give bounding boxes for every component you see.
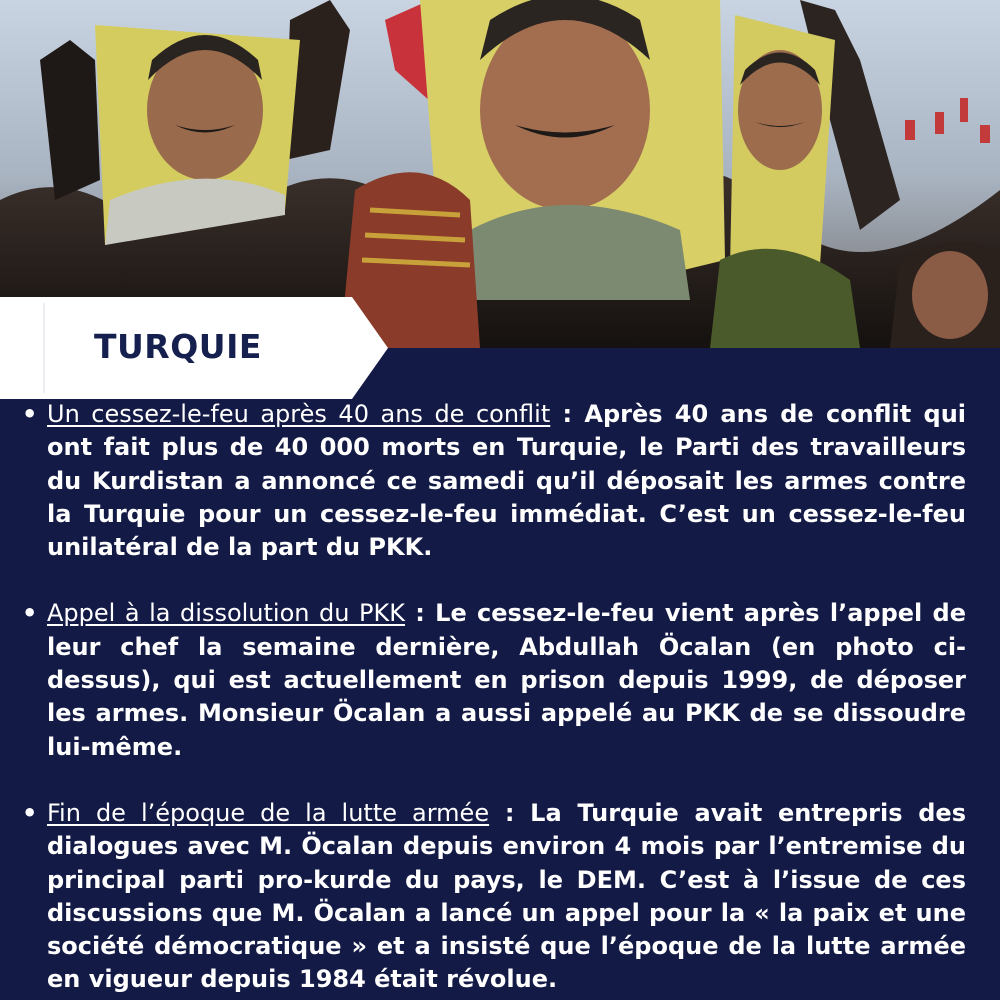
bullet-icon: • <box>22 599 38 628</box>
item-body: Après 40 ans de conflit qui ont fait plus de 40 000 morts en Turquie, le Parti des travailleurs du Kurdistan a annoncé ce samedi qu’il déposait les armes contre la Turquie pour un cessez-le-feu immédiat. C’est un cessez-le-feu unilatéral de la part du PKK. <box>47 400 967 562</box>
list-item <box>22 597 966 763</box>
item-body: La Turquie avait entrepris des dialogues avec M. Öcalan depuis environ 4 mois par l’entremise du principal parti pro-kurde du pays, le DEM. C’est à l’issue de ces discussions que M. Öcalan a lancé un appel pour la « la paix et une société démocratique » et a insisté que l’époque de la lutte armée en vigueur depuis 1984 était révolue. <box>47 798 966 994</box>
list-item <box>22 398 966 564</box>
article-content <box>22 398 966 997</box>
item-body: Le cessez-le-feu vient après l’appel de leur chef la semaine dernière, Abdullah Öcalan (en photo ci-dessus), qui est actuellement en prison depuis 1999, de déposer les armes. Monsieur Öcalan a aussi appelé au PKK de se dissoudre lui-même. <box>47 599 966 761</box>
item-separator: : <box>489 798 531 827</box>
item-separator: : <box>550 400 585 428</box>
bullet-icon: • <box>22 798 38 827</box>
item-separator: : <box>405 599 436 628</box>
item-title: Appel à la dissolution du PKK <box>47 599 405 628</box>
crowd-photo-illustration <box>0 0 1000 348</box>
bullet-icon: • <box>22 400 38 428</box>
section-tag-label: TURQUIE <box>94 327 262 366</box>
item-title: Un cessez-le-feu après 40 ans de conflit <box>47 400 551 428</box>
item-title: Fin de l’époque de la lutte armée <box>47 798 490 827</box>
list-item <box>22 797 966 997</box>
header-photo <box>0 0 1000 348</box>
